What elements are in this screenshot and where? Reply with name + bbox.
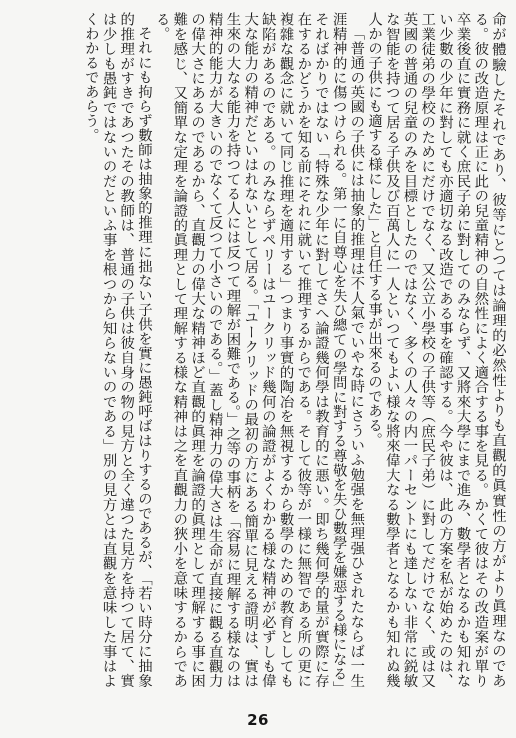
page-number: 26 [247,711,269,729]
paragraph: 命が體驗したそれであり、彼等にとつては論理的必然性よりも直觀的眞實性の方がより眞理なのである。彼の改造原理は正に此の兒童精神の自然性によく適合する事を見る。かくて彼はその改造案が單り卒業後直に實務に就く庶民子弟に對してのみならず、又將來大學にまで進み、數學者となるかも知れない少數の少年に對しても亦適切なる改造である事を確認する。今や彼は、此の方案を私が始めたのは、工業徒弟の學校のためにだけでなく、又公立小學校の子供等（庶民子弟）に對してだけでなく、或は又英國の普通の兒童のみを目標としたのではなく、多くの人々の内一パーセントにも達しない非常に鋭敏な智能を持つて居る子供及び百萬人に一人といつてもよい様な將來偉大なる數學者となるかも知れぬ幾人かの子供にも適する様にした」と自任する事が出來るのである。 [366,12,506,688]
paragraph: 「普通の英國の子供には抽象的推理は不人氣でいやな時にさういふ勉强を無理强ひされたならば一生涯精神的に傷つけられる。第一に自尊心を失ひ總ての學問に對する尊敬を失ひ數學を嫌惡する様になる」そればかりではない「特殊な少年に對してさへ論證幾何學は教育的に悪い。即ち幾何學的量が實際に存在するかどうかを知る前にそれに就いて推理するからである。そして彼等が一様に無智である所の更に複雜な觀念に就いて同じ推理を適用する」つまり事實的陶冶を無視するから數學のための教育としても缺陷があるのである。のみならずペリーはユークリッド幾何の論證がよくわかる様な精神が必ずしも偉大な能力の精神だといはれないとして居る。「ユークリッドの最初の方にある簡單に見える證明は、實は生來の大なる能力を持つてる人には反つて理解が困難である。」之等の事柄を「容易に理解する様なのは精神的能力が大きいのでなくて反つて小さいのである。」蓋し精神力の偉大さは生命が直接に觀る直觀力の偉大さにあるのであるから、直觀力の偉大な精神ほど直觀的眞理を論證的眞理として理解する事に困難を感じ、又簡單な定理を論證的眞理として理解する様な精神は之を直觀力の狹小を意味するからである。 [153,12,365,688]
paragraph: それにも拘らず數師は抽象的推理に拙ない子供を實に愚鈍呼ばはりするのであるが、「若い時分に抽象的推理がすきであつたその教師は、普通の子供は彼自身の物の見方と全く違つた見方を持つて居て、實は少しも愚鈍ではないのだといふ事を根つから知らないのである」別の見方とは直觀を意味した事はよくわかるであらう。 [82,12,152,688]
vertical-text-block [8,12,506,688]
